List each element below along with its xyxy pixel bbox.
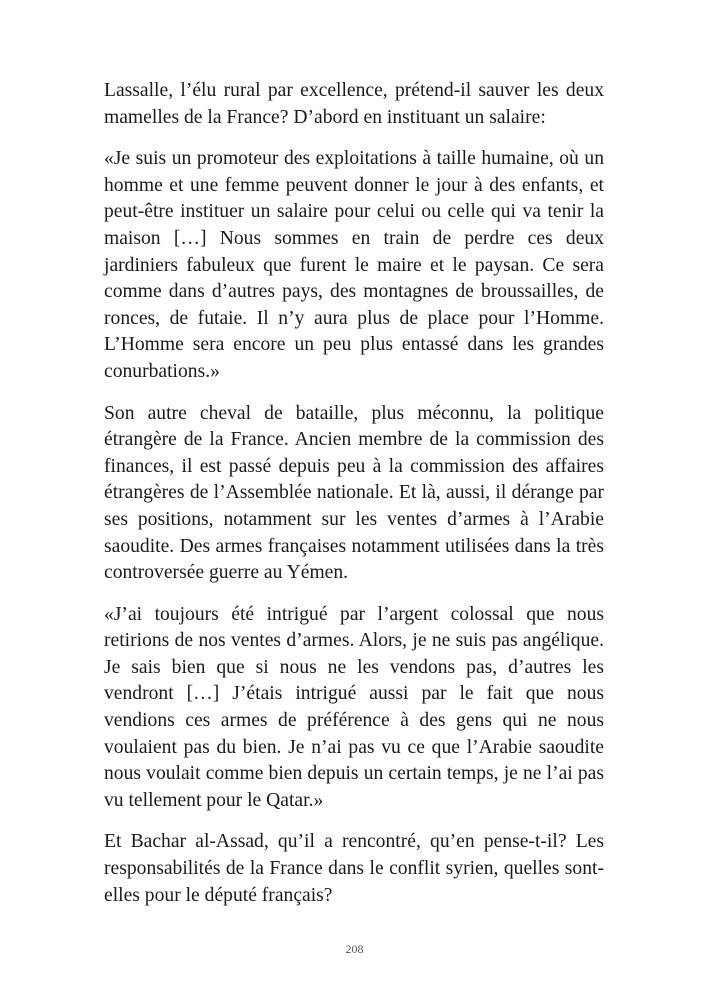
- paragraph-5: Et Bachar al-Assad, qu’il a rencontré, qu’en pense-t-il? Les responsabilités de la France dans le conflit syrien, quelles sont-elles pour le député français?: [104, 831, 604, 906]
- page-body: [104, 78, 604, 924]
- page-number: 208: [345, 942, 364, 956]
- paragraph-3: Son autre cheval de bataille, plus méconnu, la politique étrangère de la France. Ancien membre de la commission des finances, il est passé depuis peu à la commission des affaires étrangères de l’Assemblée nationale. Et là, aussi, il dérange par ses positions, notamment sur les ventes d’armes à l’Arabie saoudite. Des armes françaises notamment utilisées dans la très controversée guerre au Yémen.: [104, 402, 604, 584]
- paragraph-1: Lassalle, l’élu rural par excellence, prétend-il sauver les deux mamelles de la France? D’abord en instituant un salaire:: [104, 80, 604, 128]
- quote-paragraph-2: «Je suis un promoteur des exploitations à taille humaine, où un homme et une femme peuvent donner le jour à des enfants, et peut-être instituer un salaire pour celui ou celle qui va tenir la maison […] Nous sommes en train de perdre ces deux jardiniers fabuleux que furent le maire et le paysan. Ce sera comme dans d’autres pays, des montagnes de broussailles, de ronces, de futaie. Il n’y aura plus de place pour l’Homme. L’Homme sera encore un peu plus entassé dans les grandes conurbations.»: [104, 148, 604, 382]
- quote-paragraph-4: «J’ai toujours été intrigué par l’argent colossal que nous retirions de nos ventes d’armes. Alors, je ne suis pas angélique. Je sais bien que si nous ne les vendons pas, d’autres les vendront […] J’étais intrigué aussi par le fait que nous vendions ces armes de préférence à des gens qui ne nous voulaient pas du bien. Je n’ai pas vu ce que l’Arabie saoudite nous voulait comme bien depuis un certain temps, je ne l’ai pas vu tellement pour le Qatar.»: [104, 603, 604, 811]
